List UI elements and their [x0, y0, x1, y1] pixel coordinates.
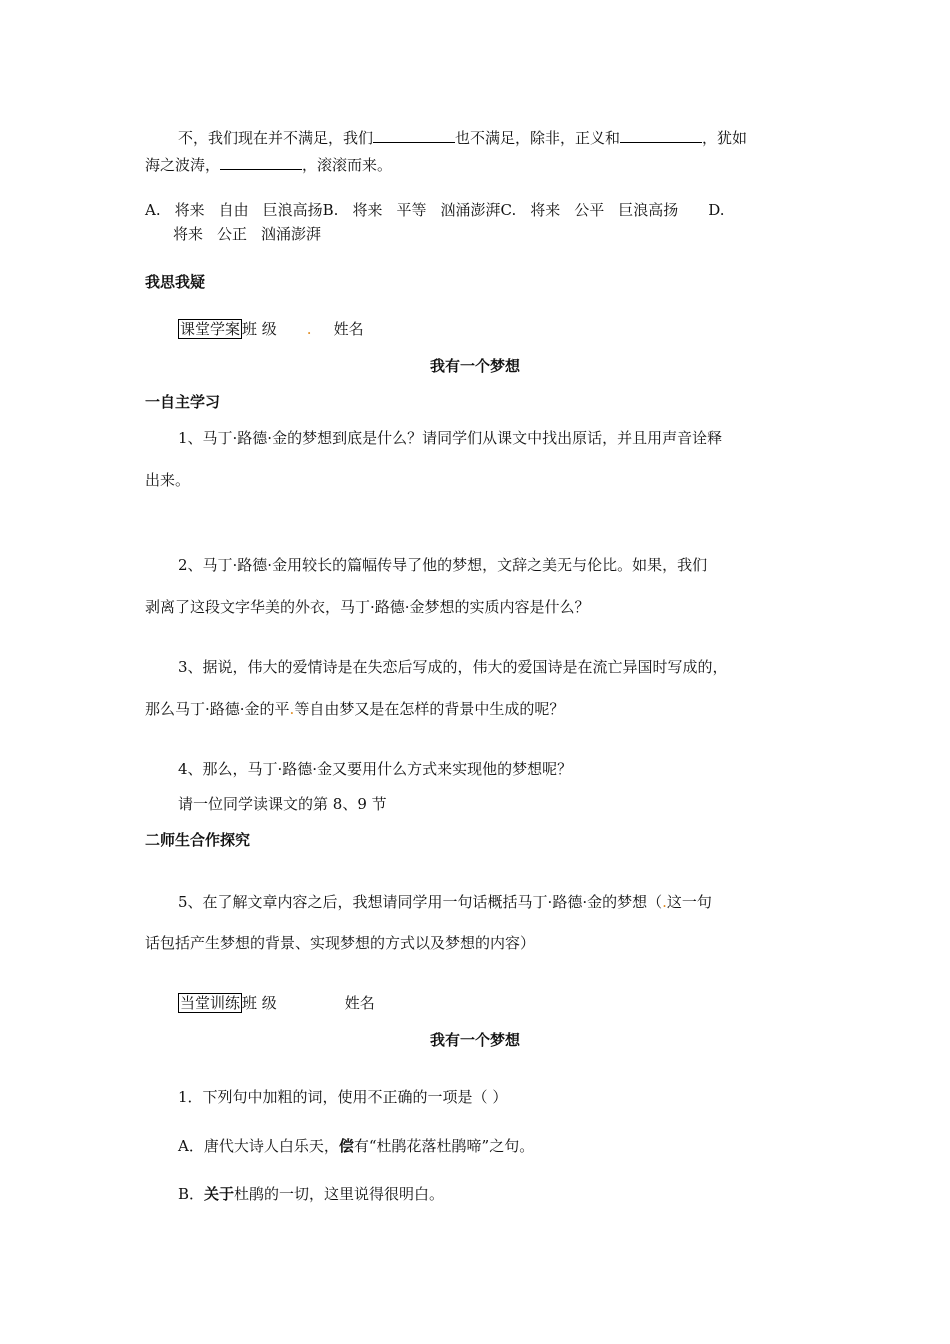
intro-text-b: 也不满足，除非，正义和 — [455, 129, 621, 147]
option-c-label: C. — [500, 201, 517, 219]
class-plan-box-label: 课堂学案 — [180, 320, 241, 338]
class-label: 班 级 — [242, 320, 277, 338]
intro-line-1 — [178, 128, 747, 148]
class-plan-title: 我有一个梦想 — [429, 357, 520, 375]
q3-line-2 — [145, 699, 564, 719]
option-c-2: 公平 — [574, 201, 605, 219]
q3-text-b: 等自由梦又是在怎样的背景中生成的呢？ — [294, 700, 565, 718]
option-d-3: 汹涌澎湃 — [261, 225, 322, 243]
practice-option-b — [178, 1184, 444, 1204]
q5-text-b: 这一句 — [666, 893, 712, 911]
q3-dot: . — [289, 700, 295, 718]
section-think-heading: 我思我疑 — [145, 273, 206, 291]
practice-option-a — [178, 1136, 534, 1156]
q5-dot: . — [662, 893, 667, 911]
option-b-3: 汹涌澎湃 — [440, 201, 501, 219]
part1-heading: 一自主学习 — [145, 393, 221, 411]
q2-line-1: 2、马丁·路德·金用较长的篇幅传导了他的梦想，文辞之美无与伦比。如果，我们 — [178, 556, 708, 574]
options-line-2 — [173, 224, 321, 244]
option-c-3: 巨浪高扬 — [618, 201, 679, 219]
option-a-1: 将来 — [174, 201, 205, 219]
q5-line-1 — [178, 892, 712, 912]
intro-text-a: 不，我们现在并不满足，我们 — [178, 129, 374, 147]
blank-3 — [220, 155, 302, 170]
q4-line-2: 请一位同学读课文的第 8、9 节 — [178, 795, 387, 813]
option-a-bold-word: 偿 — [338, 1137, 354, 1155]
practice-line — [178, 993, 375, 1013]
option-a-label: A. — [145, 201, 161, 219]
blank-2 — [620, 128, 702, 143]
option-b-bold-word: 关于 — [204, 1185, 235, 1203]
intro-line-2 — [145, 155, 392, 175]
q1-line-2: 出来。 — [145, 471, 191, 489]
q5-line-2: 话包括产生梦想的背景、实现梦想的方式以及梦想的内容） — [145, 934, 536, 952]
option-d-label: D. — [708, 201, 725, 219]
q3-line-1: 3、据说，伟大的爱情诗是在失恋后写成的，伟大的爱国诗是在流亡异国时写成的， — [178, 658, 728, 676]
option-b-1: 将来 — [352, 201, 383, 219]
intro-text-d: 海之波涛， — [145, 156, 221, 174]
q2-line-2: 剥离了这段文字华美的外衣，马丁·路德·金梦想的实质内容是什么？ — [145, 598, 590, 616]
option-b-text-b: 杜鹃的一切，这里说得很明白。 — [234, 1185, 445, 1203]
option-a-2: 自由 — [218, 201, 249, 219]
option-b-label: B. — [322, 201, 339, 219]
options-line-1 — [145, 200, 725, 220]
practice-title: 我有一个梦想 — [429, 1031, 520, 1049]
option-d-2: 公正 — [217, 225, 248, 243]
option-c-1: 将来 — [530, 201, 561, 219]
name-label: 姓名 — [333, 320, 364, 338]
option-b-2: 平等 — [396, 201, 427, 219]
intro-text-c: ，犹如 — [702, 129, 748, 147]
blank-1 — [373, 128, 455, 143]
class-plan-line — [178, 319, 364, 339]
q1-line-1: 1、马丁·路德·金的梦想到底是什么？请同学们从课文中找出原话，并且用声音诠释 — [178, 429, 723, 447]
practice-class-label: 班 级 — [242, 994, 277, 1012]
q5-text-a: 5、在了解文章内容之后，我想请同学用一句话概括马丁·路德·金的梦想（ — [178, 893, 663, 911]
practice-q1: 1．下列句中加粗的词，使用不正确的一项是（ ） — [178, 1088, 508, 1106]
q4-line-1: 4、那么，马丁·路德·金又要用什么方式来实现他的梦想呢？ — [178, 760, 573, 778]
practice-box-label: 当堂训练 — [180, 994, 241, 1012]
option-a-text-b: 有“杜鹃花落杜鹃啼”之句。 — [353, 1137, 535, 1155]
part2-heading: 二师生合作探究 — [145, 831, 251, 849]
intro-text-e: ，滚滚而来。 — [302, 156, 393, 174]
option-b-text-a: B． — [178, 1185, 205, 1203]
class-dot: . — [306, 320, 312, 338]
option-d-1: 将来 — [173, 225, 204, 243]
option-a-3: 巨浪高扬 — [262, 201, 323, 219]
q3-text-a: 那么马丁·路德·金的平 — [145, 700, 290, 718]
option-a-text-a: A．唐代大诗人白乐天， — [178, 1137, 339, 1155]
practice-name-label: 姓名 — [344, 994, 375, 1012]
